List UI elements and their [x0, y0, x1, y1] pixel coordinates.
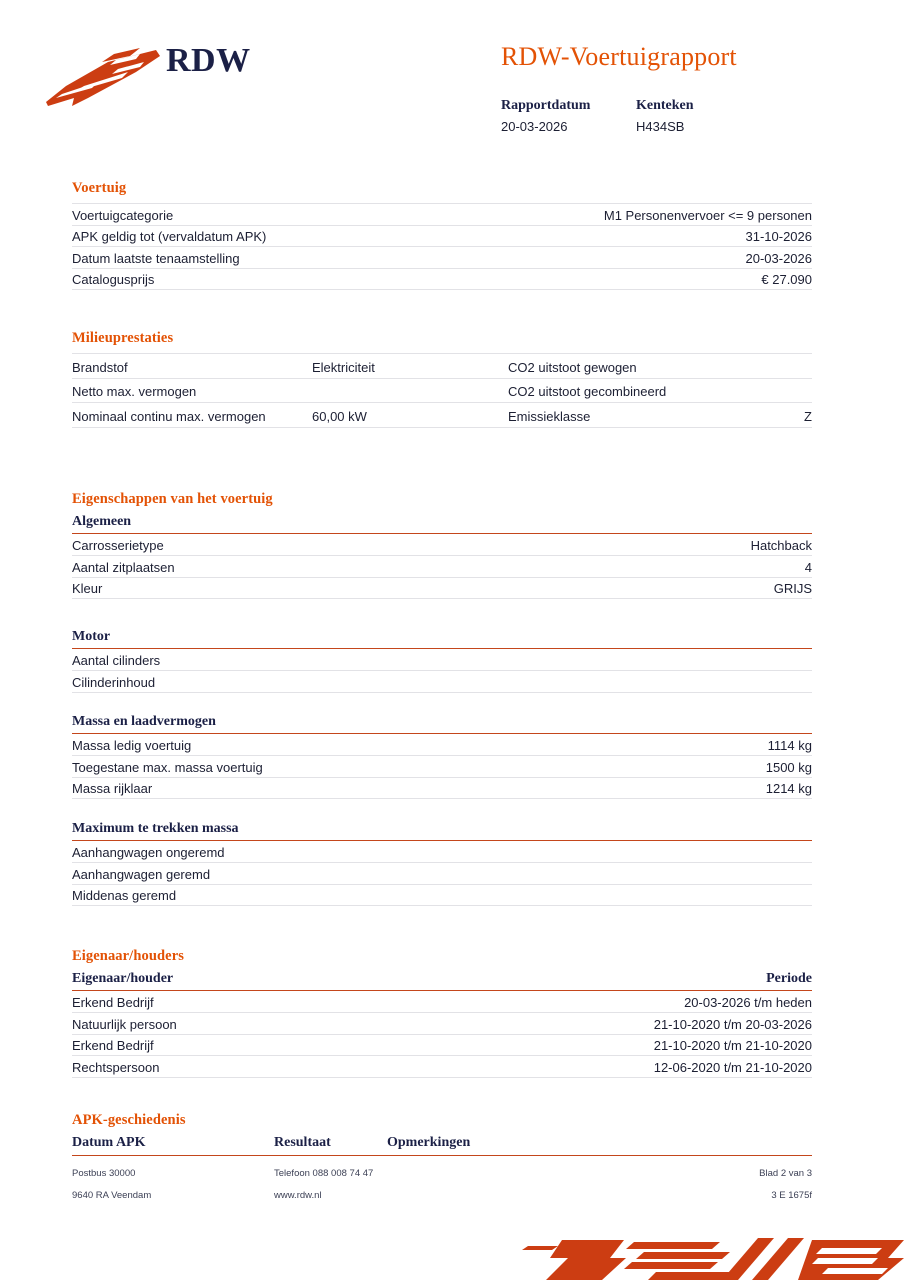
- table-row: [72, 247, 812, 269]
- table-row: [72, 1034, 812, 1056]
- row-value-left: Elektriciteit: [312, 354, 508, 379]
- apk-col-date: Datum APK: [72, 1135, 146, 1150]
- row-label: Toegestane max. massa voertuig: [72, 756, 442, 778]
- rdw-wordmark: RDW: [166, 42, 251, 79]
- algemeen-table: [72, 534, 812, 599]
- table-row: [72, 577, 812, 599]
- table-row: [72, 534, 812, 556]
- row-value: GRIJS: [442, 577, 812, 599]
- row-value: € 27.090: [442, 268, 812, 290]
- license-plate-block: [636, 98, 694, 134]
- footer-website: www.rdw.nl: [274, 1190, 322, 1201]
- table-row: [72, 756, 812, 778]
- footer-row-2: [72, 1190, 812, 1212]
- row-label-right: CO2 uitstoot gecombineerd: [508, 378, 698, 403]
- footer-row-1: [72, 1168, 812, 1190]
- report-date-block: [501, 98, 590, 134]
- license-plate-value: H434SB: [636, 119, 685, 134]
- apk-column-header: [72, 1135, 812, 1156]
- rdw-feather-icon: [44, 48, 164, 110]
- row-label: Datum laatste tenaamstelling: [72, 247, 442, 269]
- table-row: [72, 225, 812, 247]
- trekken-table-body: [72, 841, 812, 906]
- report-date-value: 20-03-2026: [501, 119, 568, 134]
- owner-period: 12-06-2020 t/m 21-10-2020: [442, 1056, 812, 1078]
- row-value: 20-03-2026: [442, 247, 812, 269]
- section-trekken: [72, 821, 812, 906]
- row-label-left: Nominaal continu max. vermogen: [72, 403, 312, 428]
- eigenaren-column-header: [72, 971, 812, 991]
- row-label-right: Emissieklasse: [508, 403, 698, 428]
- owner-period: 21-10-2020 t/m 20-03-2026: [442, 1013, 812, 1035]
- owner-name: Natuurlijk persoon: [72, 1013, 442, 1035]
- row-value: [442, 884, 812, 906]
- row-value: [442, 671, 812, 693]
- table-row: [72, 556, 812, 578]
- row-label: Massa ledig voertuig: [72, 734, 442, 756]
- row-label: Kleur: [72, 577, 442, 599]
- row-label: Aanhangwagen ongeremd: [72, 841, 442, 863]
- row-label: Middenas geremd: [72, 884, 442, 906]
- table-row: [72, 378, 812, 403]
- motor-table-body: [72, 649, 812, 692]
- row-value: 1114 kg: [442, 734, 812, 756]
- section-apk: [72, 1112, 812, 1156]
- footer-telephone: Telefoon 088 008 74 47: [274, 1168, 374, 1179]
- row-value: [442, 841, 812, 863]
- row-label: Aantal zitplaatsen: [72, 556, 442, 578]
- license-plate-label: Kenteken: [636, 98, 694, 113]
- table-row: [72, 1013, 812, 1035]
- section-motor: [72, 629, 812, 693]
- footer-postbus: Postbus 30000: [72, 1168, 136, 1179]
- row-value: [442, 649, 812, 671]
- row-label-right: CO2 uitstoot gewogen: [508, 354, 698, 379]
- eigenaren-table: [72, 991, 812, 1078]
- row-label-left: Netto max. vermogen: [72, 378, 312, 403]
- report-header: [0, 0, 904, 160]
- table-row: [72, 1056, 812, 1078]
- row-value: M1 Personenvervoer <= 9 personen: [442, 204, 812, 226]
- table-row: [72, 863, 812, 885]
- algemeen-table-body: [72, 534, 812, 599]
- section-massa: [72, 714, 812, 799]
- massa-table-body: [72, 734, 812, 799]
- rdw-motion-graphic: [506, 1228, 904, 1280]
- section-milieuprestaties: [72, 330, 812, 428]
- owner-period: 20-03-2026 t/m heden: [442, 991, 812, 1013]
- footer-page-number: Blad 2 van 3: [759, 1168, 812, 1179]
- owner-period: 21-10-2020 t/m 21-10-2020: [442, 1034, 812, 1056]
- table-row: [72, 734, 812, 756]
- table-row: [72, 649, 812, 671]
- page-title: RDW-Voertuigrapport: [501, 42, 737, 71]
- section-eigenschappen: [72, 491, 812, 599]
- owner-name: Erkend Bedrijf: [72, 1034, 442, 1056]
- subsection-title-trekken: Maximum te trekken massa: [72, 821, 812, 841]
- voertuig-table-body: [72, 204, 812, 290]
- row-label: Voertuigcategorie: [72, 204, 442, 226]
- page-footer: [72, 1168, 812, 1212]
- table-row: [72, 777, 812, 799]
- report-date-label: Rapportdatum: [501, 98, 591, 113]
- subsection-title-massa: Massa en laadvermogen: [72, 714, 812, 734]
- row-label: Catalogusprijs: [72, 268, 442, 290]
- table-row: [72, 671, 812, 693]
- owner-name: Rechtspersoon: [72, 1056, 442, 1078]
- row-value: [442, 863, 812, 885]
- footer-city: 9640 RA Veendam: [72, 1190, 152, 1201]
- row-label: Cilinderinhoud: [72, 671, 442, 693]
- eigenaren-col-period: Periode: [766, 971, 812, 986]
- voertuig-table: [72, 203, 812, 290]
- eigenaren-table-body: [72, 991, 812, 1077]
- table-row: [72, 403, 812, 428]
- apk-col-remarks: Opmerkingen: [387, 1135, 471, 1150]
- row-label-left: Brandstof: [72, 354, 312, 379]
- rdw-logo: [44, 30, 304, 110]
- row-label: Massa rijklaar: [72, 777, 442, 799]
- row-label: Carrosserietype: [72, 534, 442, 556]
- row-label: Aanhangwagen geremd: [72, 863, 442, 885]
- trekken-table: [72, 841, 812, 906]
- milieuprestaties-table: [72, 353, 812, 428]
- row-value-right: [698, 354, 812, 379]
- row-label: APK geldig tot (vervaldatum APK): [72, 225, 442, 247]
- table-row: [72, 991, 812, 1013]
- table-row: [72, 841, 812, 863]
- eigenaren-col-owner: Eigenaar/houder: [72, 971, 174, 986]
- footer-form-code: 3 E 1675f: [771, 1190, 812, 1201]
- speed-lines-icon: [506, 1228, 904, 1280]
- table-row: [72, 268, 812, 290]
- row-value-left: [312, 378, 508, 403]
- table-row: [72, 204, 812, 226]
- row-value-right: [698, 378, 812, 403]
- milieuprestaties-table-body: [72, 354, 812, 428]
- row-value: Hatchback: [442, 534, 812, 556]
- subsection-title-algemeen: Algemeen: [72, 514, 812, 534]
- motor-table: [72, 649, 812, 693]
- section-title-eigenaren: Eigenaar/houders: [72, 948, 184, 964]
- row-value: 31-10-2026: [442, 225, 812, 247]
- subsection-title-motor: Motor: [72, 629, 812, 649]
- table-row: [72, 884, 812, 906]
- section-title-milieuprestaties: Milieuprestaties: [72, 330, 174, 346]
- row-value: 4: [442, 556, 812, 578]
- section-title-voertuig: Voertuig: [72, 180, 127, 196]
- section-eigenaren: [72, 948, 812, 1078]
- owner-name: Erkend Bedrijf: [72, 991, 442, 1013]
- apk-col-result: Resultaat: [274, 1135, 331, 1150]
- row-value: 1500 kg: [442, 756, 812, 778]
- table-row: [72, 354, 812, 379]
- row-label: Aantal cilinders: [72, 649, 442, 671]
- row-value: 1214 kg: [442, 777, 812, 799]
- massa-table: [72, 734, 812, 799]
- section-voertuig: [72, 180, 812, 290]
- section-title-eigenschappen: Eigenschappen van het voertuig: [72, 491, 273, 507]
- row-value-left: 60,00 kW: [312, 403, 508, 428]
- section-title-apk: APK-geschiedenis: [72, 1112, 186, 1128]
- row-value-right: Z: [698, 403, 812, 428]
